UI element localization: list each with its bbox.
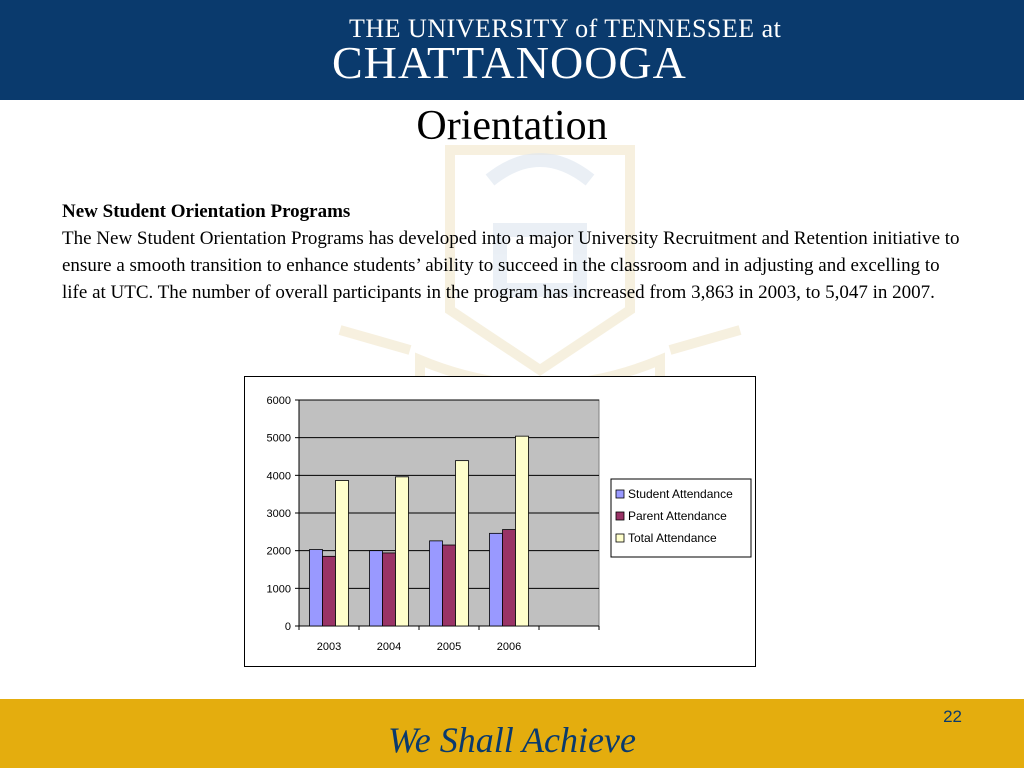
- bar: [443, 545, 456, 626]
- bar: [310, 550, 323, 626]
- y-tick-label: 5000: [266, 432, 291, 445]
- attendance-chart: [244, 376, 756, 667]
- legend-swatch: [616, 490, 624, 498]
- section-heading: New Student Orientation Programs: [62, 201, 351, 222]
- y-tick-label: 3000: [266, 508, 291, 520]
- y-tick-label: 4000: [266, 470, 291, 483]
- bar: [336, 480, 349, 626]
- university-logo-line1: THE UNIVERSITY of TENNESSEE at: [349, 14, 782, 43]
- bar: [323, 556, 336, 626]
- legend-label: Parent Attendance: [628, 509, 727, 523]
- bar: [430, 541, 443, 626]
- bar: [370, 551, 383, 626]
- bar: [396, 477, 409, 626]
- body-text: [62, 198, 962, 306]
- bar: [503, 530, 516, 626]
- chart-legend: [611, 479, 751, 557]
- bar: [456, 461, 469, 626]
- y-tick-label: 2000: [266, 545, 291, 558]
- x-tick-label: 2006: [496, 641, 522, 653]
- attendance-chart-svg: [245, 377, 757, 668]
- x-tick-label: 2004: [376, 641, 402, 653]
- legend-swatch: [616, 534, 624, 542]
- legend-swatch: [616, 512, 624, 520]
- y-tick-label: 1000: [266, 583, 291, 596]
- bar: [516, 436, 529, 626]
- page-number: 22: [943, 707, 962, 726]
- body-paragraph: The New Student Orientation Programs has developed into a major University Recruitment and Retention initiative to ensure a smooth transition to enhance students’ ability to succeed in the classroom and in adjusting and excelling to life at UTC. The number of overall participants in the program has increased from 3,863 in 2003, to 5,047 in 2007.: [62, 228, 960, 303]
- header-banner: [0, 0, 1024, 100]
- slogan: We Shall Achieve: [388, 720, 636, 760]
- slide-title: Orientation: [416, 103, 608, 149]
- university-logo-line2: CHATTANOOGA: [332, 37, 687, 88]
- legend-label: Student Attendance: [628, 487, 733, 501]
- legend-label: Total Attendance: [628, 531, 717, 545]
- bar: [490, 533, 503, 626]
- footer-banner: [0, 699, 1024, 768]
- x-tick-label: 2005: [436, 641, 462, 653]
- bar: [383, 553, 396, 626]
- y-axis: [267, 395, 299, 633]
- y-tick-label: 0: [284, 621, 291, 633]
- x-tick-label: 2003: [316, 641, 342, 653]
- x-axis: [299, 626, 599, 653]
- y-tick-label: 6000: [266, 395, 291, 407]
